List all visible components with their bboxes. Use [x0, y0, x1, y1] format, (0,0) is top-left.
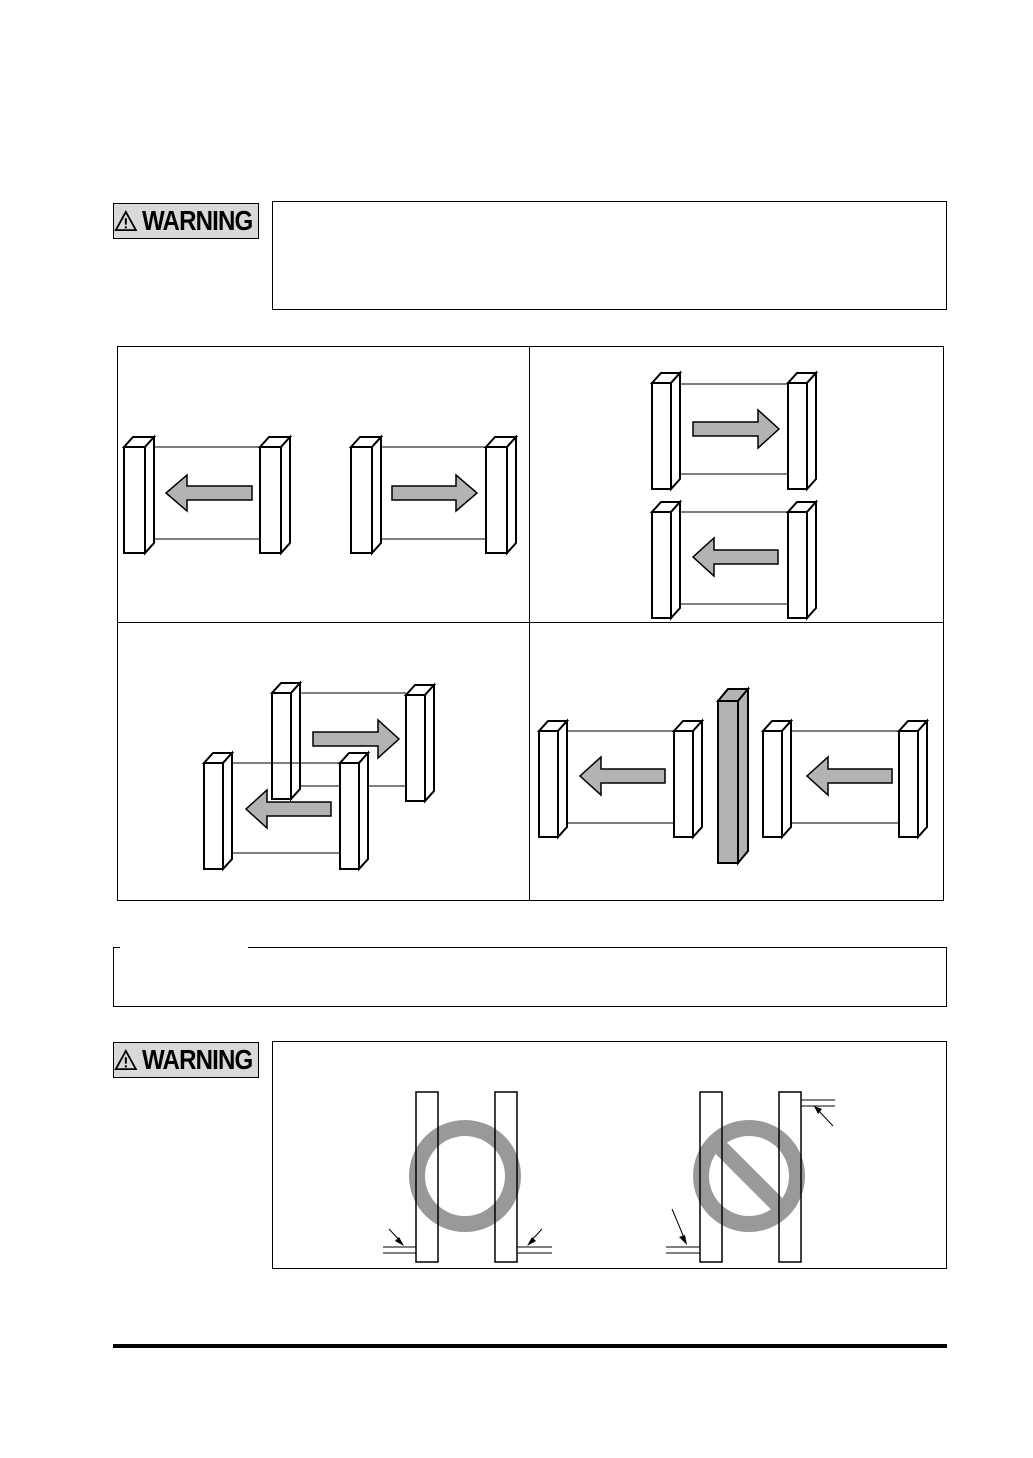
sensor-post [486, 437, 516, 553]
sensor-post [899, 721, 927, 837]
barrier-wall [718, 689, 748, 863]
warning-badge [113, 1042, 259, 1078]
sensor-post [340, 753, 368, 869]
sensor-post [406, 685, 434, 801]
sensor-post [788, 502, 816, 618]
warning-text-box [272, 201, 947, 310]
sensor-post [204, 753, 232, 869]
sensor-post [260, 437, 290, 553]
figure-panel-tr [530, 347, 943, 622]
note-box-tab [120, 944, 248, 950]
sensor-post [763, 721, 791, 837]
warning-label: WARNING [141, 205, 253, 236]
sensor-post [272, 683, 300, 799]
prohibited-symbol-icon [701, 1128, 797, 1224]
sensor-post [539, 721, 567, 837]
figure-panel-tl [118, 347, 529, 622]
sensor-post [674, 721, 702, 837]
incorrect-mounting-figure [666, 1092, 835, 1262]
note-box [113, 947, 947, 1007]
warning-badge [113, 203, 259, 239]
warning-triangle-icon [114, 209, 138, 233]
footer-rule [113, 1344, 947, 1348]
figure-panel-bl [118, 623, 529, 901]
allowed-symbol-icon [417, 1128, 513, 1224]
sensor-post [652, 373, 680, 489]
arrow-right [693, 410, 779, 448]
arrow-left [580, 757, 665, 795]
mounting-figures [273, 1042, 946, 1268]
sensor-post [788, 373, 816, 489]
sensor-post [124, 437, 154, 553]
warning-triangle-icon [114, 1048, 138, 1072]
sensor-post [652, 502, 680, 618]
arrow-right [392, 475, 477, 511]
figure-panel-br [530, 623, 943, 901]
correct-mounting-figure [383, 1092, 552, 1262]
sensor-post [351, 437, 381, 553]
arrow-left [166, 475, 252, 511]
warning-label: WARNING [141, 1044, 253, 1075]
arrow-left [807, 757, 892, 795]
arrow-left [693, 538, 778, 576]
